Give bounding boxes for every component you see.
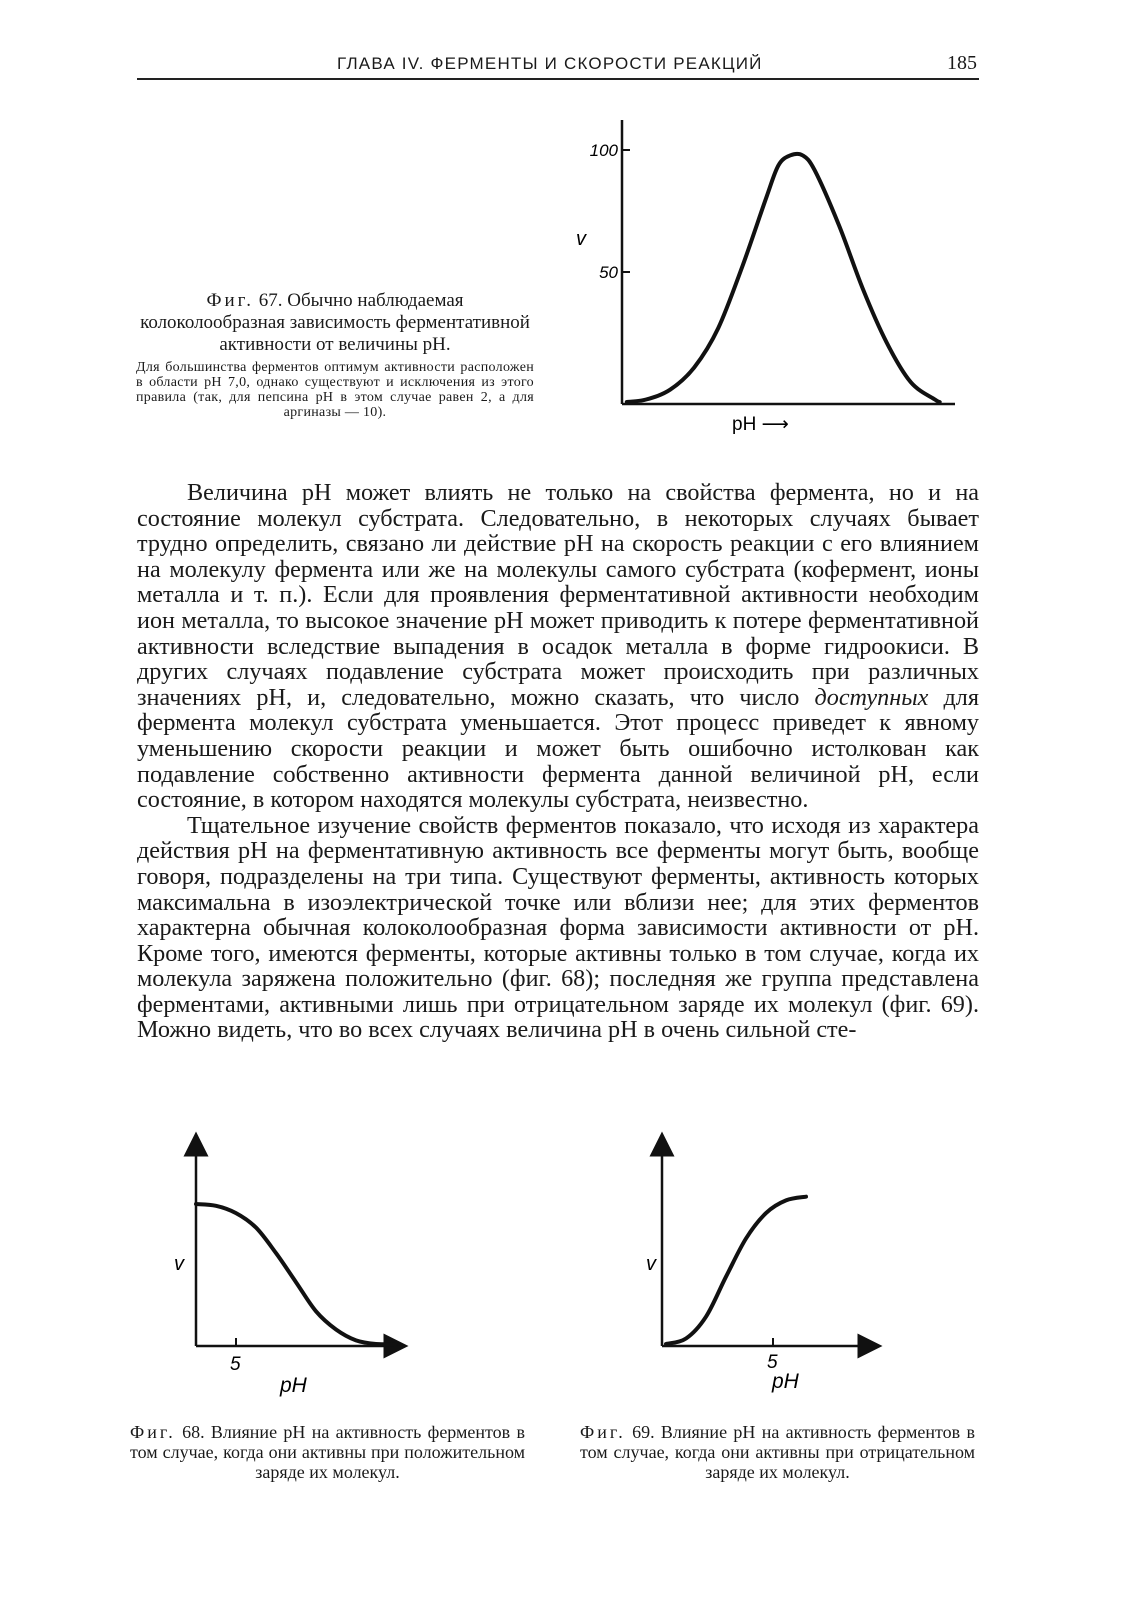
running-head: ГЛАВА IV. ФЕРМЕНТЫ И СКОРОСТИ РЕАКЦИЙ — [337, 54, 763, 73]
fig67-ylabel: v — [576, 228, 586, 250]
emphasis-text: доступных — [814, 683, 929, 711]
fig67-curve — [627, 154, 940, 402]
fig68-chart — [160, 1130, 420, 1410]
fig69-chart — [630, 1130, 890, 1410]
fig69-ylabel: v — [646, 1253, 656, 1275]
fig68-xlabel: pH — [280, 1374, 307, 1397]
fig69-xtick-label-5: 5 — [767, 1352, 778, 1373]
body-text — [137, 480, 979, 1043]
fig67-caption-title: Фиг. 67. Обычно наблюдаемая колоколообразная зависимость ферментативной активности от величины pH. — [140, 290, 530, 355]
fig67-caption — [136, 290, 534, 420]
fig69-curve — [666, 1197, 806, 1344]
fig68-ylabel: v — [174, 1253, 184, 1275]
fig67-ytick-label-50: 50 — [599, 263, 618, 282]
fig68-xtick-label-5: 5 — [230, 1354, 241, 1375]
paragraph-1: Величина pH может влиять не только на свойства фермента, но и на состояние молекул субстрата. Следовательно, в некоторых случаях бывает трудно определить, связано ли действие pH на скорость реакции с его влиянием на молекулу фермента или же на молекулы самого субстрата (кофермент, ионы металла и т. п.). Если для проявления ферментативной активности необходим ион металла, то высокое значение pH может приводить к потере ферментативной активности вследствие выпадения в осадок металла в форме гидроокиси. В других случаях подавление субстрата может происходить при различных значениях pH, и, следовательно, можно сказать, что число доступных для фермента молекул субстрата уменьшается. Этот процесс приведет к явному уменьшению скорости реакции и может быть ошибочно истолкован как подавление собственно активности фермента данной величиной pH, если состояние, в котором находятся молекулы субстрата, неизвестно. — [137, 479, 980, 814]
page-header — [137, 48, 979, 80]
fig68-curve — [196, 1204, 396, 1344]
fig68-caption: Фиг. 68. Влияние pH на активность ферментов в том случае, когда они активны при положительном заряде их молекул. — [130, 1422, 526, 1482]
paragraph-2: Тщательное изучение свойств ферментов показало, что исходя из характера действия pH на ферментативную активность все ферменты могут быть, вообще говоря, подразделены на три типа. Существуют ферменты, активность которых максимальна в изоэлектрической точке или вблизи нее; для этих ферментов характерна обычная колоколообразная форма зависимости активности от pH. Кроме того, имеются ферменты, которые активны только в том случае, когда их молекула заряжена положительно (фиг. 68); последняя же группа представлена ферментами, активными лишь при отрицательном заряде их молекул (фиг. 69). Можно видеть, что во всех случаях величина pH в очень сильной сте- — [137, 811, 979, 1044]
fig67-caption-desc: Для большинства ферментов оптимум активности расположен в области pH 7,0, однако существуют и исключения из этого правила (так, для пепсина pH в этом случае равен 2, а для аргиназы — 10). — [136, 360, 534, 420]
fig67-ytick-label-100: 100 — [589, 141, 618, 160]
fig69-caption: Фиг. 69. Влияние pH на активность ферментов в том случае, когда они активны при отрицательном заряде их молекул. — [580, 1422, 976, 1482]
fig69-xlabel: pH — [772, 1370, 799, 1393]
fig67-chart — [560, 110, 980, 440]
fig67-xlabel: pH ⟶ — [732, 414, 789, 435]
page-number: 185 — [947, 52, 977, 74]
